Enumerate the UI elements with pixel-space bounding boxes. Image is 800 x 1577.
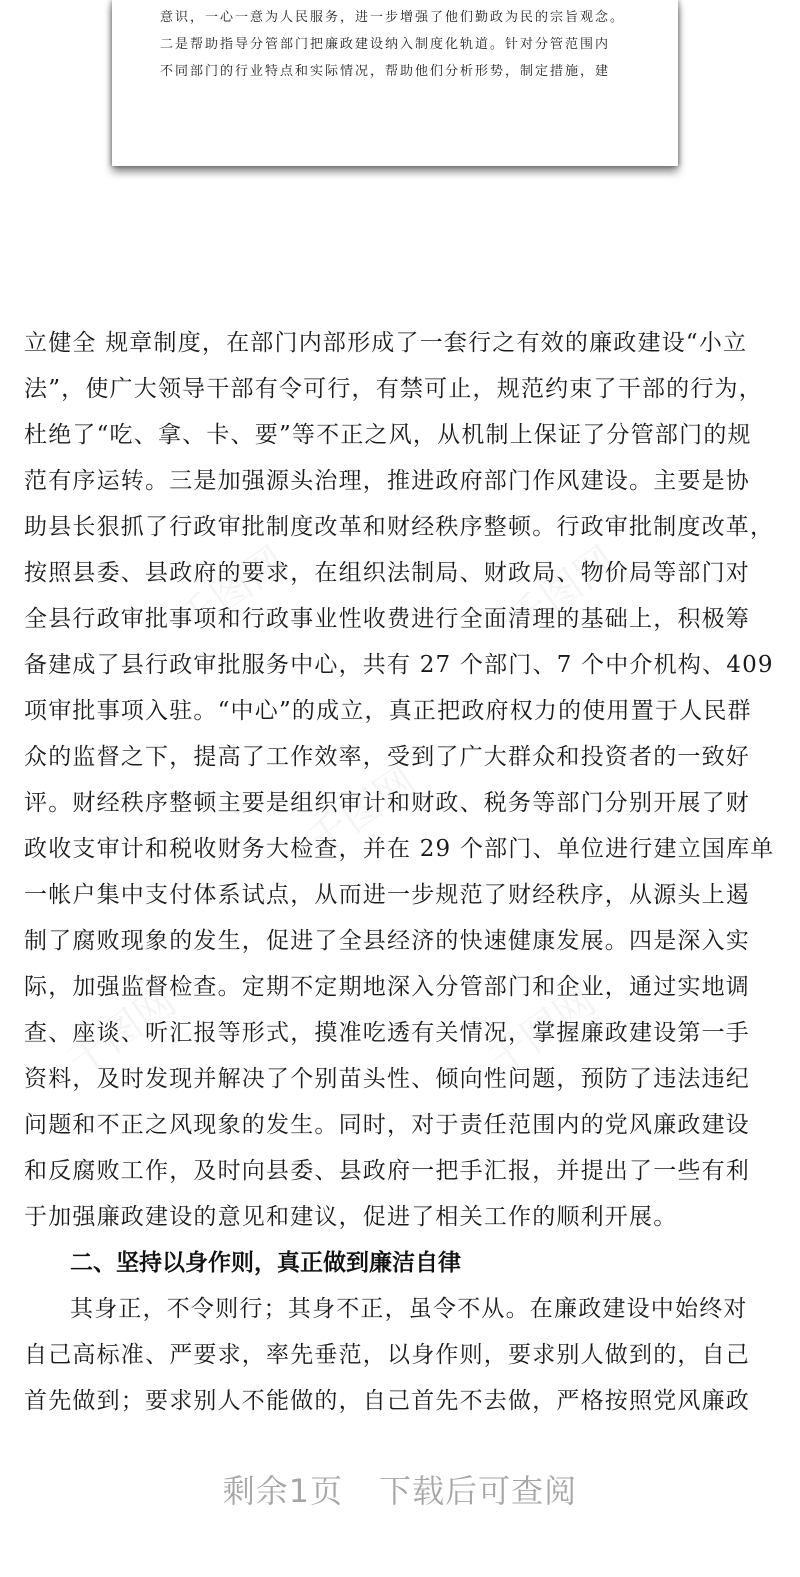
body-line: 全县行政审批事项和行政事业性收费进行全面清理的基础上，积极筹 bbox=[24, 606, 750, 632]
body-line: 首先做到；要求别人不能做的，自己首先不去做，严格按照党风廉政 bbox=[24, 1388, 750, 1414]
body-line: 一帐户集中支付体系试点，从而进一步规范了财经秩序，从源头上遏 bbox=[24, 882, 750, 908]
download-prompt[interactable] bbox=[0, 1466, 800, 1512]
body-line: 际，加强监督检查。定期不定期地深入分管部门和企业，通过实地调 bbox=[24, 974, 750, 1000]
watermark: 千图网 bbox=[299, 758, 425, 865]
preview-line: 意识，一心一意为人民服务，进一步增强了他们勤政为民的宗旨观念。 bbox=[160, 10, 626, 25]
body-line: 和反腐败工作，及时向县委、县政府一把手汇报，并提出了一些有利 bbox=[24, 1158, 750, 1184]
body-line: 自己高标准、严要求，率先垂范，以身作则，要求别人做到的，自己 bbox=[24, 1342, 750, 1368]
section-heading: 二、坚持以身作则，真正做到廉洁自律 bbox=[70, 1250, 461, 1276]
watermark: 千图网 bbox=[169, 538, 295, 645]
download-to-view-label[interactable]: 下载后可查阅 bbox=[379, 1472, 578, 1510]
remaining-pages-label: 剩余1页 bbox=[222, 1472, 344, 1510]
body-line: 问题和不正之风现象的发生。同时，对于责任范围内的党风廉政建设 bbox=[24, 1112, 750, 1138]
body-line: 杜绝了“吃、拿、卡、要”等不正之风，从机制上保证了分管部门的规 bbox=[24, 422, 752, 448]
page-preview-card bbox=[112, 0, 678, 166]
body-line: 立健全 规章制度，在部门内部形成了一套行之有效的廉政建设“小立 bbox=[24, 330, 748, 356]
body-line: 项审批事项入驻。“中心”的成立，真正把政府权力的使用置于人民群 bbox=[24, 698, 752, 724]
body-line: 资料，及时发现并解决了个别苗头性、倾向性问题，预防了违法违纪 bbox=[24, 1066, 750, 1092]
body-line: 按照县委、县政府的要求，在组织法制局、财政局、物价局等部门对 bbox=[24, 560, 750, 586]
preview-line: 不同部门的行业特点和实际情况，帮助他们分析形势，制定措施，建 bbox=[160, 64, 611, 79]
document-body bbox=[24, 320, 784, 1424]
body-line: 于加强廉政建设的意见和建议，促进了相关工作的顺利开展。 bbox=[24, 1204, 678, 1230]
body-line: 其身正，不令则行；其身不正，虽令不从。在廉政建设中始终对 bbox=[70, 1296, 748, 1322]
body-line: 政收支审计和税收财务大检查，并在 29 个部门、单位进行建立国库单 bbox=[24, 836, 775, 862]
body-line: 备建成了县行政审批服务中心，共有 27 个部门、7 个中介机构、409 bbox=[24, 652, 774, 678]
preview-line: 二是帮助指导分管部门把廉政建设纳入制度化轨道。针对分管范围内 bbox=[160, 37, 611, 52]
body-line: 查、座谈、听汇报等形式，摸准吃透有关情况，掌握廉政建设第一手 bbox=[24, 1020, 750, 1046]
body-line: 制了腐败现象的发生，促进了全县经济的快速健康发展。四是深入实 bbox=[24, 928, 750, 954]
body-line: 法”，使广大领导干部有令可行，有禁可止，规范约束了干部的行为， bbox=[24, 376, 763, 402]
body-line: 评。财经秩序整顿主要是组织审计和财政、税务等部门分别开展了财 bbox=[24, 790, 750, 816]
watermark: 千图网 bbox=[59, 978, 185, 1085]
watermark: 千图网 bbox=[479, 978, 605, 1085]
body-line: 助县长狠抓了行政审批制度改革和财经秩序整顿。行政审批制度改革， bbox=[24, 514, 775, 540]
body-line: 众的监督之下，提高了工作效率，受到了广大群众和投资者的一致好 bbox=[24, 744, 750, 770]
body-line: 范有序运转。三是加强源头治理，推进政府部门作风建设。主要是协 bbox=[24, 468, 750, 494]
watermark: 千图网 bbox=[499, 538, 625, 645]
